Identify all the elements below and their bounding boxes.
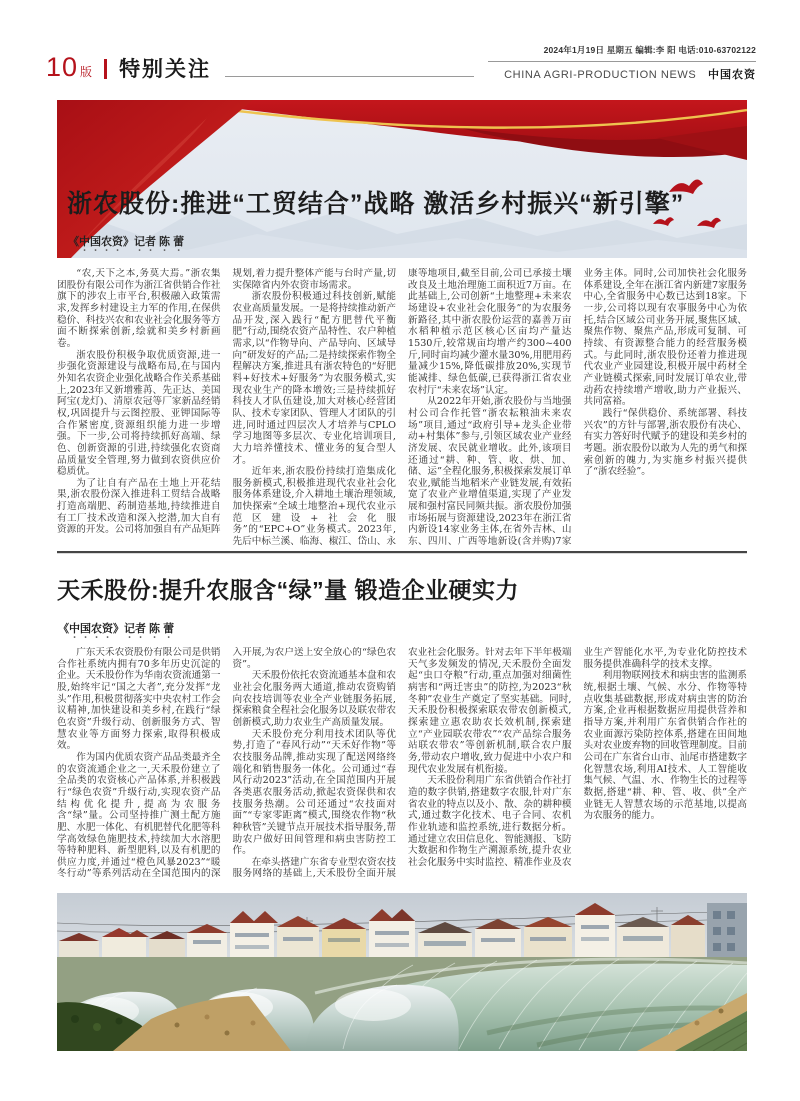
- village-greenhouse-photo: [57, 893, 747, 1051]
- article1-body: [57, 268, 747, 551]
- paragraph: 浙农股份积极争取优质资源,进一步强化资源建设与战略布局,在与国内外知名农资企业强化战略合作关系基础上,2023年又新增雅苒、先正达、美国阿宝(龙灯)、清原农冠等厂家新品经销权,巩固提升与云图控股、亚钾国际等合作紧密度,资源组织能力进一步增强。下一步,公司将持续抓好高端、绿色、创新资源的引进,持续强化农资商品质量安全管理,努力做到农资供应价稳质优。: [57, 349, 221, 478]
- page-number: 10: [46, 52, 79, 82]
- date-line: 2024年1月19日 星期五 编辑:李 阳 电话:010-63702122: [488, 44, 756, 62]
- paragraph: 天禾股份充分利用技术团队等优势,打造了“春风行动”“天禾好作物”等农技服务品牌,推动实现了配送网络终端化和销售服务一体化。公司通过“春风行动2023”活动,在全国范围内开展各类惠农服务活动,掀起农资保供和农技服务热潮。公司还通过“农技面对面”“专家零距离”模式,围绕农作物“秋种秋管”关键节点开展技术指导服务,帮助农户做好田间管理和病虫害防控工作。: [232, 728, 396, 857]
- article2-title: 天禾股份:提升农服含“绿”量 锻造企业硬实力: [57, 577, 520, 603]
- paragraph: 天禾股份依托农资流通基本盘和农业社会化服务两大通道,推动农资购销向农技培训等农业全产业链服务拓展,探索粮食全程社会化服务以及联农带农创新模式,助力农业生产高质量发展。: [232, 670, 396, 728]
- paragraph: 广东天禾农资股份有限公司是供销合作社系统内拥有70多年历史沉淀的企业。天禾股份作为华南农资流通第一股,始终牢记“国之大者”,充分发挥“龙头”作用,积极贯彻落实中央农村工作会议精神,加快建设和美乡村,在践行“绿色农资”升级行动、创新服务方式、智慧农业等方面努力探索,取得积极成效。: [57, 647, 221, 752]
- article2-byline: 《中国农资》记者 陈 蕾: [58, 623, 175, 635]
- page-header: [46, 44, 756, 90]
- paragraph: 践行“保供稳价、系统部署、科技兴农”的方针与部署,浙农股份有决心、有实力答好时代赋予的建设和美乡村的考题。浙农股份以敢为人先的勇气和探索创新的魄力,为实施乡村振兴提供了“浙农经验”。: [583, 407, 747, 478]
- paragraph: 作为国内优质农资产品品类最齐全的农资流通企业之一,天禾股份建立了全品类的农资核心产品体系,并积极践行“绿色农资”升级行动,实现农资产品结构优化提升,提高为农服务含“绿”量。公司坚持推广测土配方施肥、水肥一体化、有机肥替代化肥等科学高效绿色施肥技术,持续加大水溶肥等特种肥料、新型肥料,以及有机肥的供应力度,并通过“橙色风暴2023”“暖冬行动”等系列活动在全国范围内的深入开展,为农户送上安全放心的“绿色农资”。: [57, 647, 396, 880]
- paragraph: 天禾股份利用广东省供销合作社打造的数字供销,搭建数字农服,针对广东省农业的特点以及小、散、杂的耕种模式,通过数字化技术、电子合同、农机作业轨迹和监控系统,进行数据分析。通过建立农田信息化、智能测报、飞防大数据和作物生产溯源系统,提升农业社会化服务中实时监控、精准作业及农业生产智能化水平,为专业化防控技术服务提供准确科学的技术支撑。: [408, 647, 747, 868]
- paragraph: 浙农股份积极通过科技创新,赋能农业高质量发展。一是将持续推动新产品开发,深入践行“配方肥替代平衡肥”行动,围绕农资产品特性、农户种植需求,以“作物导向、产品导向、区域导向”研发好的产品;二是持续探索作物全程解决方案,推进具有浙农特色的“好肥料+好技术+好服务”为农服务模式,实现农业生产的降本增效;三是持续抓好科技人才队伍建设,加大对核心经营团队、技术专家团队、管理人才团队的引进,同时通过四层次人才培养与CPLO学习地图等多层次、专业化培训项目,大力培养懂技术、懂业务的复合型人才。: [232, 291, 396, 466]
- article1-title: 浙农股份:推进“工贸结合”战略 激活乡村振兴“新引擎”: [67, 190, 685, 218]
- section-divider: [57, 551, 747, 554]
- article1-byline: 《中国农资》记者 陈 蕾: [68, 236, 185, 248]
- section-title: 特别关注: [119, 58, 212, 81]
- article1-banner: [57, 100, 747, 258]
- paragraph: 近年来,浙农股份持续打造集成化服务新模式,积极推进现代农业社会化服务体系建设,介入耕地土壤治理领域,加快探索“全域土地整治+现代农业示范区建设+社会化服务”的“EPC+O”业务模式。2023年,先后中标兰溪、临海、椒江、岱山、永康等地项目,截至目前,公司已承接土壤改良及土地治理施工面积近7万亩。在此基础上,公司创新“土地整理+未来农场建设+农业社会化服务”的为农服务新路径,其中浙农股份运营的嘉善万亩水稻种植示范区核心区亩均产量达1530斤,较常规亩均增产约300~400斤,同时亩均减少灌水量30%,用肥用药量减少15%,降低碳排放20%,实现节能减排、绿色低碳,已获得浙江省农业农村厅“未来农场”认定。: [232, 268, 572, 548]
- paragraph: 从2022年开始,浙农股份与当地强村公司合作托管“浙农耘粮油未来农场”项目,通过“政府引导+龙头企业带动+村集体”参与,引领区域农业产业经济发展、农民就业增收。此外,该项目还通过“耕、种、管、收、烘、加、储、运”全程化服务,积极探索发展订单农业,赋能当地稻米产业链发展,有效拓宽了农业产业增值渠道,实现了产业发展和强村富民同频共振。浙农股份加强市场拓展与资源建设,2023年在浙江省内新设14家业务主体,在省外吉林、山东、四川、广西等地新设(含并购)7家业务主体。同时,公司加快社会化服务体系建设,全年在浙江省内新建7家服务中心,全省服务中心数已达到18家。下一步,公司将以现有农事服务中心为依托,结合区域公司业务开展,聚焦区域、聚焦作物、聚焦产品,形成可复制、可持续、有资源整合能力的经营服务模式。与此同时,浙农股份还着力推进现代农业产业园建设,积极开展中药材全产业链模式探索,同时发展订单农业,带动药农持续增产增收,助力产业振兴、共同富裕。: [408, 268, 747, 548]
- article2-body: [57, 647, 747, 890]
- masthead-right: [488, 44, 756, 82]
- page-word: 版: [80, 65, 93, 79]
- masthead-english: CHINA AGRI-PRODUCTION NEWS: [504, 69, 697, 81]
- paragraph: 利用物联网技术和病虫害的监测系统,根据土壤、气候、水分、作物等特点收集基础数据,形成对病虫害的防治方案,企业再根据数据应用提供营养和指导方案,并利用广东省供销合作社的农业面源污染防控体系,搭建在田间地头对农业废弃物的回收管理制度。目前公司在广东省台山市、汕尾市搭建数字化智慧农场,利用AI技术、人工智能收集气候、气温、水、作物生长的过程等数据,搭建“耕、种、管、收、供”全产业链无人智慧农场的示范基地,以提高为农服务的能力。: [583, 670, 747, 822]
- paragraph: “农,天下之本,务莫大焉。”浙农集团股份有限公司作为浙江省供销合作社旗下的涉农上市平台,积极融入政策需求,发挥乡村建设主力军的作用,在保供稳价、科技兴农和农业社会化服务等方面不断探索创新,绘就和美乡村新画卷。: [57, 268, 221, 349]
- divider-bar-icon: [104, 59, 107, 79]
- paragraph: 为了让自有产品在土地上开花结果,浙农股份深入推进科工贸结合战略打造高端肥、药制造基地,持续推进自有工厂技术改造和深入挖潜,加大自有资源的开发。公司将加强自有产品矩阵规划,着力提升整体产能与台时产量,切实保障省内外农资市场需求。: [57, 268, 396, 536]
- masthead-row: [488, 62, 756, 82]
- header-rule: [225, 76, 474, 77]
- paragraph: 在牵头搭建广东省专业型农资农技服务网络的基础上,天禾股份全面开展农业社会化服务。针对去年下半年极端天气多发频发的情况,天禾股份全面发起“虫口夺粮”行动,重点加强对细菌性病害和“两迁害虫”的防控,为2023“秋冬种”农业生产奠定了坚实基础。同时,天禾股份积极探索联农带农创新模式,探索建立惠农助农长效机制,探索建立“产业园联农带农”“农产品综合服务站联农带农”等创新机制,联合农户服务,带动农户增收,致力促进中小农户和现代农业发展有机衔接。: [232, 647, 572, 880]
- masthead-chinese: 中国农资: [708, 69, 756, 81]
- photo-art: [57, 893, 747, 1051]
- section-label: [46, 44, 211, 83]
